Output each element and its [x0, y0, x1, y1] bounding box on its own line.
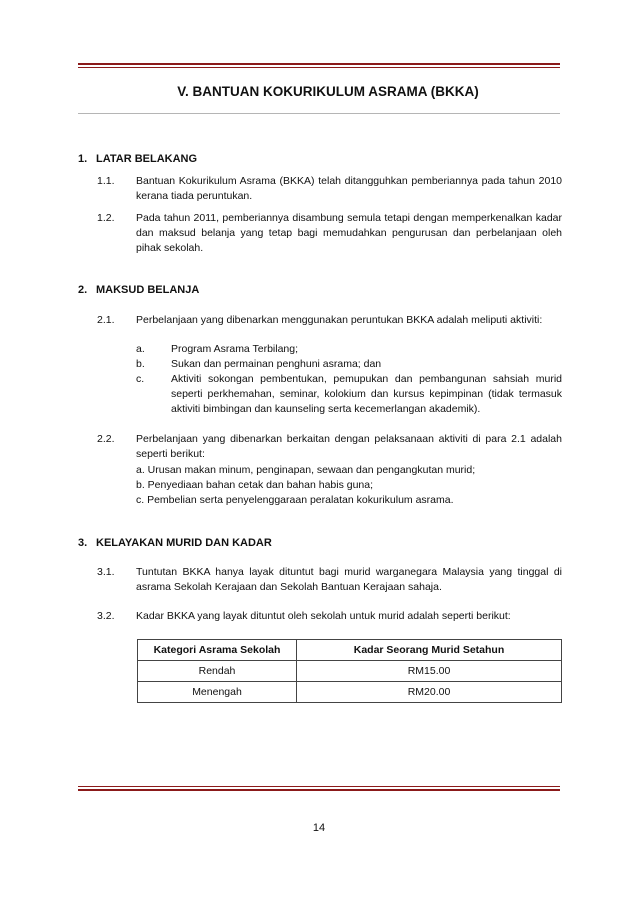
table-cell: Rendah: [138, 661, 297, 682]
item-text: Tuntutan BKKA hanya layak dituntut bagi murid warganegara Malaysia yang tinggal di asrama Sekolah Kerajaan dan Sekolah Bantuan Kerajaan sahaja.: [136, 566, 562, 593]
item-text: Kadar BKKA yang layak dituntut oleh sekolah untuk murid adalah seperti berikut:: [136, 610, 511, 622]
item-2-2: [97, 432, 562, 464]
item-number: 1.2.: [97, 212, 115, 224]
section-number: 3.: [78, 537, 88, 549]
rate-table: [137, 639, 562, 703]
subitem-letter: b.: [136, 358, 145, 370]
subitem-2-1-a: [136, 342, 562, 358]
item-number: 2.1.: [97, 314, 115, 326]
item-number: 1.1.: [97, 175, 115, 187]
item-3-2: [97, 609, 562, 625]
title-rule: [78, 113, 560, 114]
subitem-text: Sukan dan permainan penghuni asrama; dan: [171, 358, 382, 370]
section-heading-1: [78, 153, 197, 165]
section-number: 2.: [78, 284, 88, 296]
item-1-1: [97, 174, 562, 206]
item-3-1: [97, 565, 562, 597]
section-number: 1.: [78, 153, 88, 165]
item-text: Bantuan Kokurikulum Asrama (BKKA) telah ditangguhkan pemberiannya pada tahun 2010 kerana tiada peruntukan.: [136, 175, 562, 202]
column-header-kategori: Kategori Asrama Sekolah: [138, 640, 297, 661]
table-cell: RM20.00: [297, 682, 562, 703]
subitem-2-2-a: a. Urusan makan minum, penginapan, sewaan dan pengangkutan murid;: [136, 464, 476, 476]
subitem-text: Aktiviti sokongan pembentukan, pemupukan dan pembangunan sahsiah murid seperti perkhemahan, seminar, kolokium dan kursus kepimpinan (tidak termasuk aktiviti bimbingan dan kaunseling serta kecemerlangan akademik).: [171, 373, 562, 415]
table-header-row: [138, 640, 562, 661]
subitem-2-2-b: b. Penyediaan bahan cetak dan bahan habis guna;: [136, 479, 374, 491]
subitem-letter: a.: [136, 343, 145, 355]
item-number: 3.2.: [97, 610, 115, 622]
section-title: KELAYAKAN MURID DAN KADAR: [96, 537, 272, 549]
item-2-1: [97, 313, 562, 329]
section-title: LATAR BELAKANG: [96, 153, 198, 165]
item-number: 3.1.: [97, 566, 115, 578]
column-header-kadar: Kadar Seorang Murid Setahun: [297, 640, 562, 661]
top-rule: [78, 63, 560, 68]
subitem-2-1-b: [136, 357, 562, 373]
section-heading-3: [78, 537, 272, 549]
table-row: [138, 661, 562, 682]
item-number: 2.2.: [97, 433, 115, 445]
subitem-letter: c.: [136, 373, 145, 385]
item-1-2: [97, 211, 562, 259]
table-cell: Menengah: [138, 682, 297, 703]
subitem-text: Program Asrama Terbilang;: [171, 343, 299, 355]
section-heading-2: [78, 284, 199, 296]
table-cell: RM15.00: [297, 661, 562, 682]
section-title: MAKSUD BELANJA: [96, 284, 200, 296]
bottom-rule: [78, 786, 560, 791]
table-row: [138, 682, 562, 703]
item-text: Perbelanjaan yang dibenarkan berkaitan dengan pelaksanaan aktiviti di para 2.1 adalah seperti berikut:: [136, 433, 562, 460]
page-title: V. BANTUAN KOKURIKULUM ASRAMA (BKKA): [177, 84, 479, 99]
item-text: Perbelanjaan yang dibenarkan menggunakan peruntukan BKKA adalah meliputi aktiviti:: [136, 314, 543, 326]
item-text: Pada tahun 2011, pemberiannya disambung semula tetapi dengan memperkenalkan kadar dan maksud belanja yang tetap bagi memudahkan pengurusan dan perbelanjaan oleh pihak sekolah.: [136, 212, 562, 254]
subitem-2-2-c: c. Pembelian serta penyelenggaraan peralatan kokurikulum asrama.: [136, 494, 454, 506]
page-number: 14: [312, 822, 326, 834]
subitem-2-1-c: [136, 372, 562, 418]
